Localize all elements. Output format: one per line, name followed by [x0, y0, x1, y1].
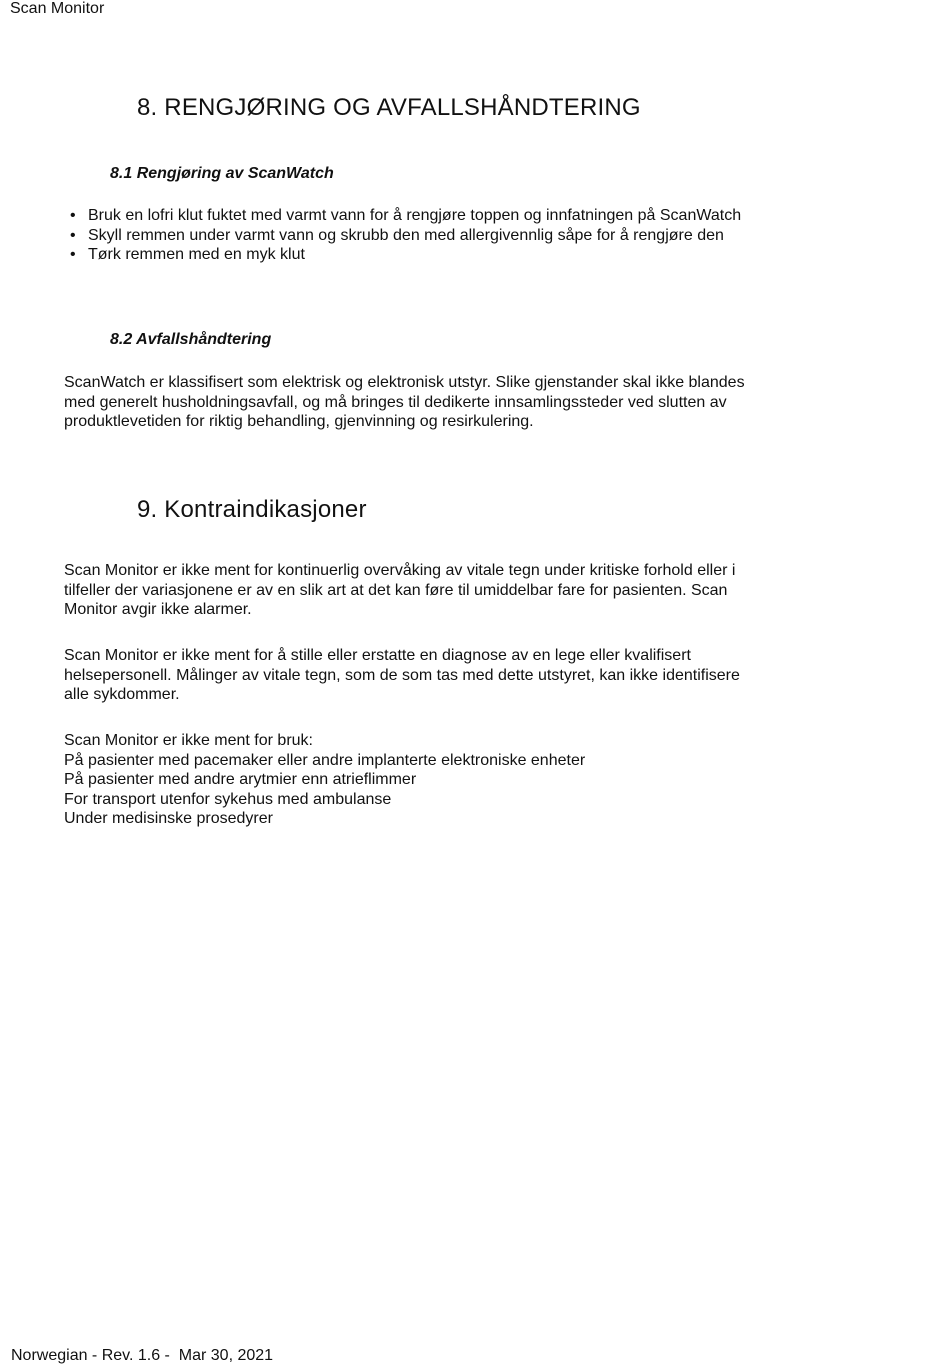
paragraph-line: På pasienter med andre arytmier enn atrieflimmer: [64, 771, 417, 789]
paragraph-line: Scan Monitor er ikke ment for å stille eller erstatte en diagnose av en lege eller kvalifisert: [64, 647, 691, 664]
paragraph-line: Scan Monitor er ikke ment for kontinuerlig overvåking av vitale tegn under kritiske forhold eller i: [64, 562, 736, 579]
paragraph-line: ScanWatch er klassifisert som elektrisk og elektronisk utstyr. Slike gjenstander skal ikke blandes: [64, 374, 745, 391]
list-item: [70, 206, 741, 226]
bullet-icon: •: [70, 207, 76, 224]
list-item: [70, 245, 741, 265]
subsection-8-1-heading: 8.1 Rengjøring av ScanWatch: [110, 165, 334, 182]
paragraph-line: helsepersonell. Målinger av vitale tegn, som de som tas med dette utstyret, kan ikke identifisere: [64, 666, 740, 684]
document-header-title: Scan Monitor: [10, 0, 105, 17]
paragraph-line: På pasienter med pacemaker eller andre implanterte elektroniske enheter: [64, 751, 586, 769]
paragraph-line: alle sykdommer.: [64, 686, 180, 704]
paragraph-line: For transport utenfor sykehus med ambulanse: [64, 790, 392, 808]
disposal-paragraph: [64, 373, 864, 432]
section-9-heading: 9. Kontraindikasjoner: [137, 496, 367, 523]
contraindication-paragraph-1: [64, 561, 864, 620]
cleaning-instructions-list: [70, 206, 741, 265]
paragraph-line: tilfeller der variasjonene er av en slik art at det kan føre til umiddelbar fare for pasienten. Scan: [64, 581, 728, 599]
list-item: [70, 226, 741, 246]
document-footer: Norwegian - Rev. 1.6 - Mar 30, 2021: [11, 1347, 274, 1364]
paragraph-line: med generelt husholdningsavfall, og må bringes til dedikerte innsamlingssteder ved slutten av: [64, 393, 727, 411]
list-item-text: Tørk remmen med en myk klut: [88, 246, 305, 264]
paragraph-line: Scan Monitor er ikke ment for bruk:: [64, 732, 313, 749]
subsection-8-2-heading: 8.2 Avfallshåndtering: [110, 331, 272, 348]
section-8-heading: 8. RENGJØRING OG AVFALLSHÅNDTERING: [137, 94, 641, 121]
bullet-icon: •: [70, 246, 76, 264]
paragraph-line: Under medisinske prosedyrer: [64, 810, 273, 828]
paragraph-line: produktlevetiden for riktig behandling, gjenvinning og resirkulering.: [64, 413, 534, 431]
bullet-icon: •: [70, 226, 76, 244]
list-item-text: Bruk en lofri klut fuktet med varmt vann for å rengjøre toppen og innfatningen på ScanWatch: [88, 207, 742, 224]
contraindication-paragraph-3: [64, 731, 864, 829]
contraindication-paragraph-2: [64, 646, 864, 705]
list-item-text: Skyll remmen under varmt vann og skrubb den med allergivennlig såpe for å rengjøre den: [88, 226, 724, 244]
paragraph-line: Monitor avgir ikke alarmer.: [64, 601, 252, 619]
